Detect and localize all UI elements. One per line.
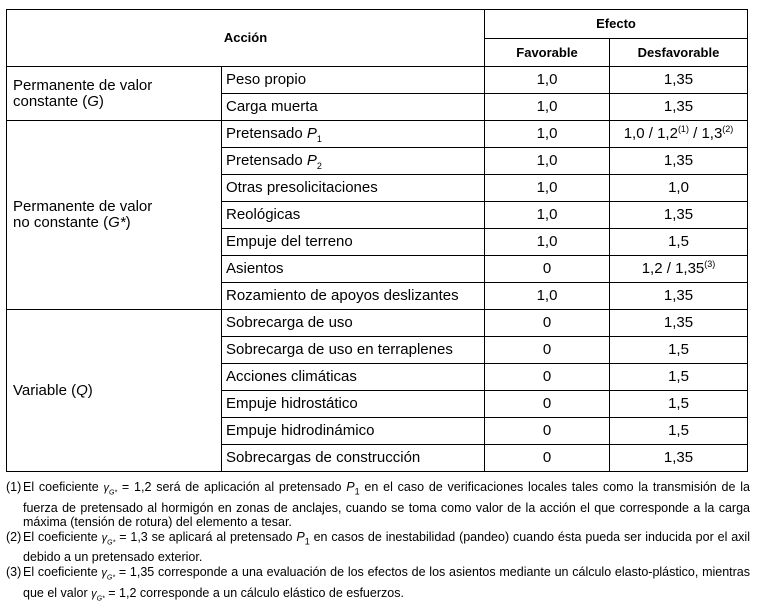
action-cell: Pretensado $P_2$: [222, 148, 485, 175]
footnote-text: El coeficiente $\gamma_{G*} = 1,35$ corresponde a una evaluación de los efectos de los asientos mediante un cálculo elasto-plástico, mientras que el valor $\gamma_{G*} = 1,2$ corresponde a un cálculo elástico de esfuerzos.: [23, 565, 750, 602]
footnote-number: (2): [6, 529, 22, 544]
favorable-cell: 0: [485, 337, 610, 364]
favorable-cell: 1,0: [485, 94, 610, 121]
desfavorable-cell: 1,5: [610, 418, 748, 445]
group-permanente-constante: Permanente de valor constante (G): [7, 67, 222, 121]
table-row: [7, 121, 748, 148]
favorable-cell: 0: [485, 310, 610, 337]
table-row: [7, 310, 748, 337]
action-cell: Sobrecarga de uso: [222, 310, 485, 337]
table-row: [7, 67, 748, 94]
desfavorable-cell: 1,35: [610, 310, 748, 337]
action-cell: Carga muerta: [222, 94, 485, 121]
desfavorable-cell: 1,35: [610, 67, 748, 94]
footnote-number: (1): [6, 480, 22, 494]
desfavorable-cell: 1,5: [610, 229, 748, 256]
desfavorable-cell: 1,5: [610, 391, 748, 418]
footnotes: [6, 480, 750, 607]
favorable-cell: 1,0: [485, 148, 610, 175]
action-cell: Empuje hidrostático: [222, 391, 485, 418]
favorable-cell: 1,0: [485, 121, 610, 148]
favorable-cell: 0: [485, 256, 610, 283]
group-symbol: G: [87, 92, 99, 110]
favorable-cell: 1,0: [485, 229, 610, 256]
desfavorable-cell: 1,35: [610, 148, 748, 175]
action-cell: Sobrecarga de uso en terraplenes: [222, 337, 485, 364]
favorable-cell: 0: [485, 391, 610, 418]
footnote-ref-2: (2): [722, 124, 734, 134]
desfavorable-cell: 1,2 / 1,35$^{(3)}$: [610, 256, 748, 283]
desfavorable-cell: 1,0 / 1,2$^{(1)}$ / 1,3$^{(2)}$: [610, 121, 748, 148]
group-permanente-no-constante: Permanente de valor no constante (G*): [7, 121, 222, 310]
desfavorable-cell: 1,5: [610, 364, 748, 391]
header-efecto: Efecto: [485, 10, 748, 39]
header-accion: Acción: [7, 10, 485, 67]
desfavorable-cell: 1,5: [610, 337, 748, 364]
desfavorable-cell: 1,35: [610, 94, 748, 121]
footnote-text: El coeficiente $\gamma_{G*} = 1,3$ se aplicará al pretensado $P_1$ en casos de inestabilidad (pandeo) cuando ésta pueda ser inducida por el axil debido a un pretensado exterior.: [23, 529, 750, 564]
favorable-cell: 1,0: [485, 175, 610, 202]
favorable-cell: 0: [485, 445, 610, 472]
footnote-ref-3: (3): [704, 259, 716, 269]
footnote-1: [6, 480, 750, 529]
header-row-1: [7, 10, 748, 39]
action-cell: Empuje hidrodinámico: [222, 418, 485, 445]
footnote-text: El coeficiente $\gamma_{G*} = 1,2$ será de aplicación al pretensado $P_1$ en el caso de verificaciones locales tales como la transmisión de la fuerza de pretensado al hormigón en zonas de anclajes, cuando se toma como valor de la acción el que corresponde a la carga máxima (tensión de rotura) del elemento a tesar.: [23, 480, 750, 529]
favorable-cell: 1,0: [485, 67, 610, 94]
favorable-cell: 1,0: [485, 283, 610, 310]
action-cell: Peso propio: [222, 67, 485, 94]
favorable-cell: 0: [485, 364, 610, 391]
action-cell: Otras presolicitaciones: [222, 175, 485, 202]
favorable-cell: 0: [485, 418, 610, 445]
group-symbol: G*: [108, 214, 126, 231]
desfavorable-cell: 1,35: [610, 202, 748, 229]
desfavorable-cell: 1,35: [610, 445, 748, 472]
header-desfavorable: Desfavorable: [610, 39, 748, 67]
desfavorable-cell: 1,35: [610, 283, 748, 310]
action-cell: Rozamiento de apoyos deslizantes: [222, 283, 485, 310]
action-cell: Pretensado $P_1$: [222, 121, 485, 148]
group-symbol: Q: [76, 381, 88, 399]
action-cell: Reológicas: [222, 202, 485, 229]
footnote-number: (3): [6, 565, 22, 579]
cropped-caption-line: [230, 0, 510, 2]
footnote-ref-1: (1): [677, 124, 689, 134]
action-cell: Empuje del terreno: [222, 229, 485, 256]
action-cell: Sobrecargas de construcción: [222, 445, 485, 472]
footnote-3: [6, 565, 750, 606]
coefficients-table: [6, 9, 748, 472]
action-cell: Acciones climáticas: [222, 364, 485, 391]
group-variable: Variable (Q): [7, 310, 222, 472]
header-favorable: Favorable: [485, 39, 610, 67]
group-label-line1: Permanente de valor: [13, 76, 153, 94]
action-cell: Asientos: [222, 256, 485, 283]
desfavorable-cell: 1,0: [610, 175, 748, 202]
group-label-line1: Permanente de valor: [13, 198, 153, 215]
footnote-2: [6, 530, 750, 565]
favorable-cell: 1,0: [485, 202, 610, 229]
